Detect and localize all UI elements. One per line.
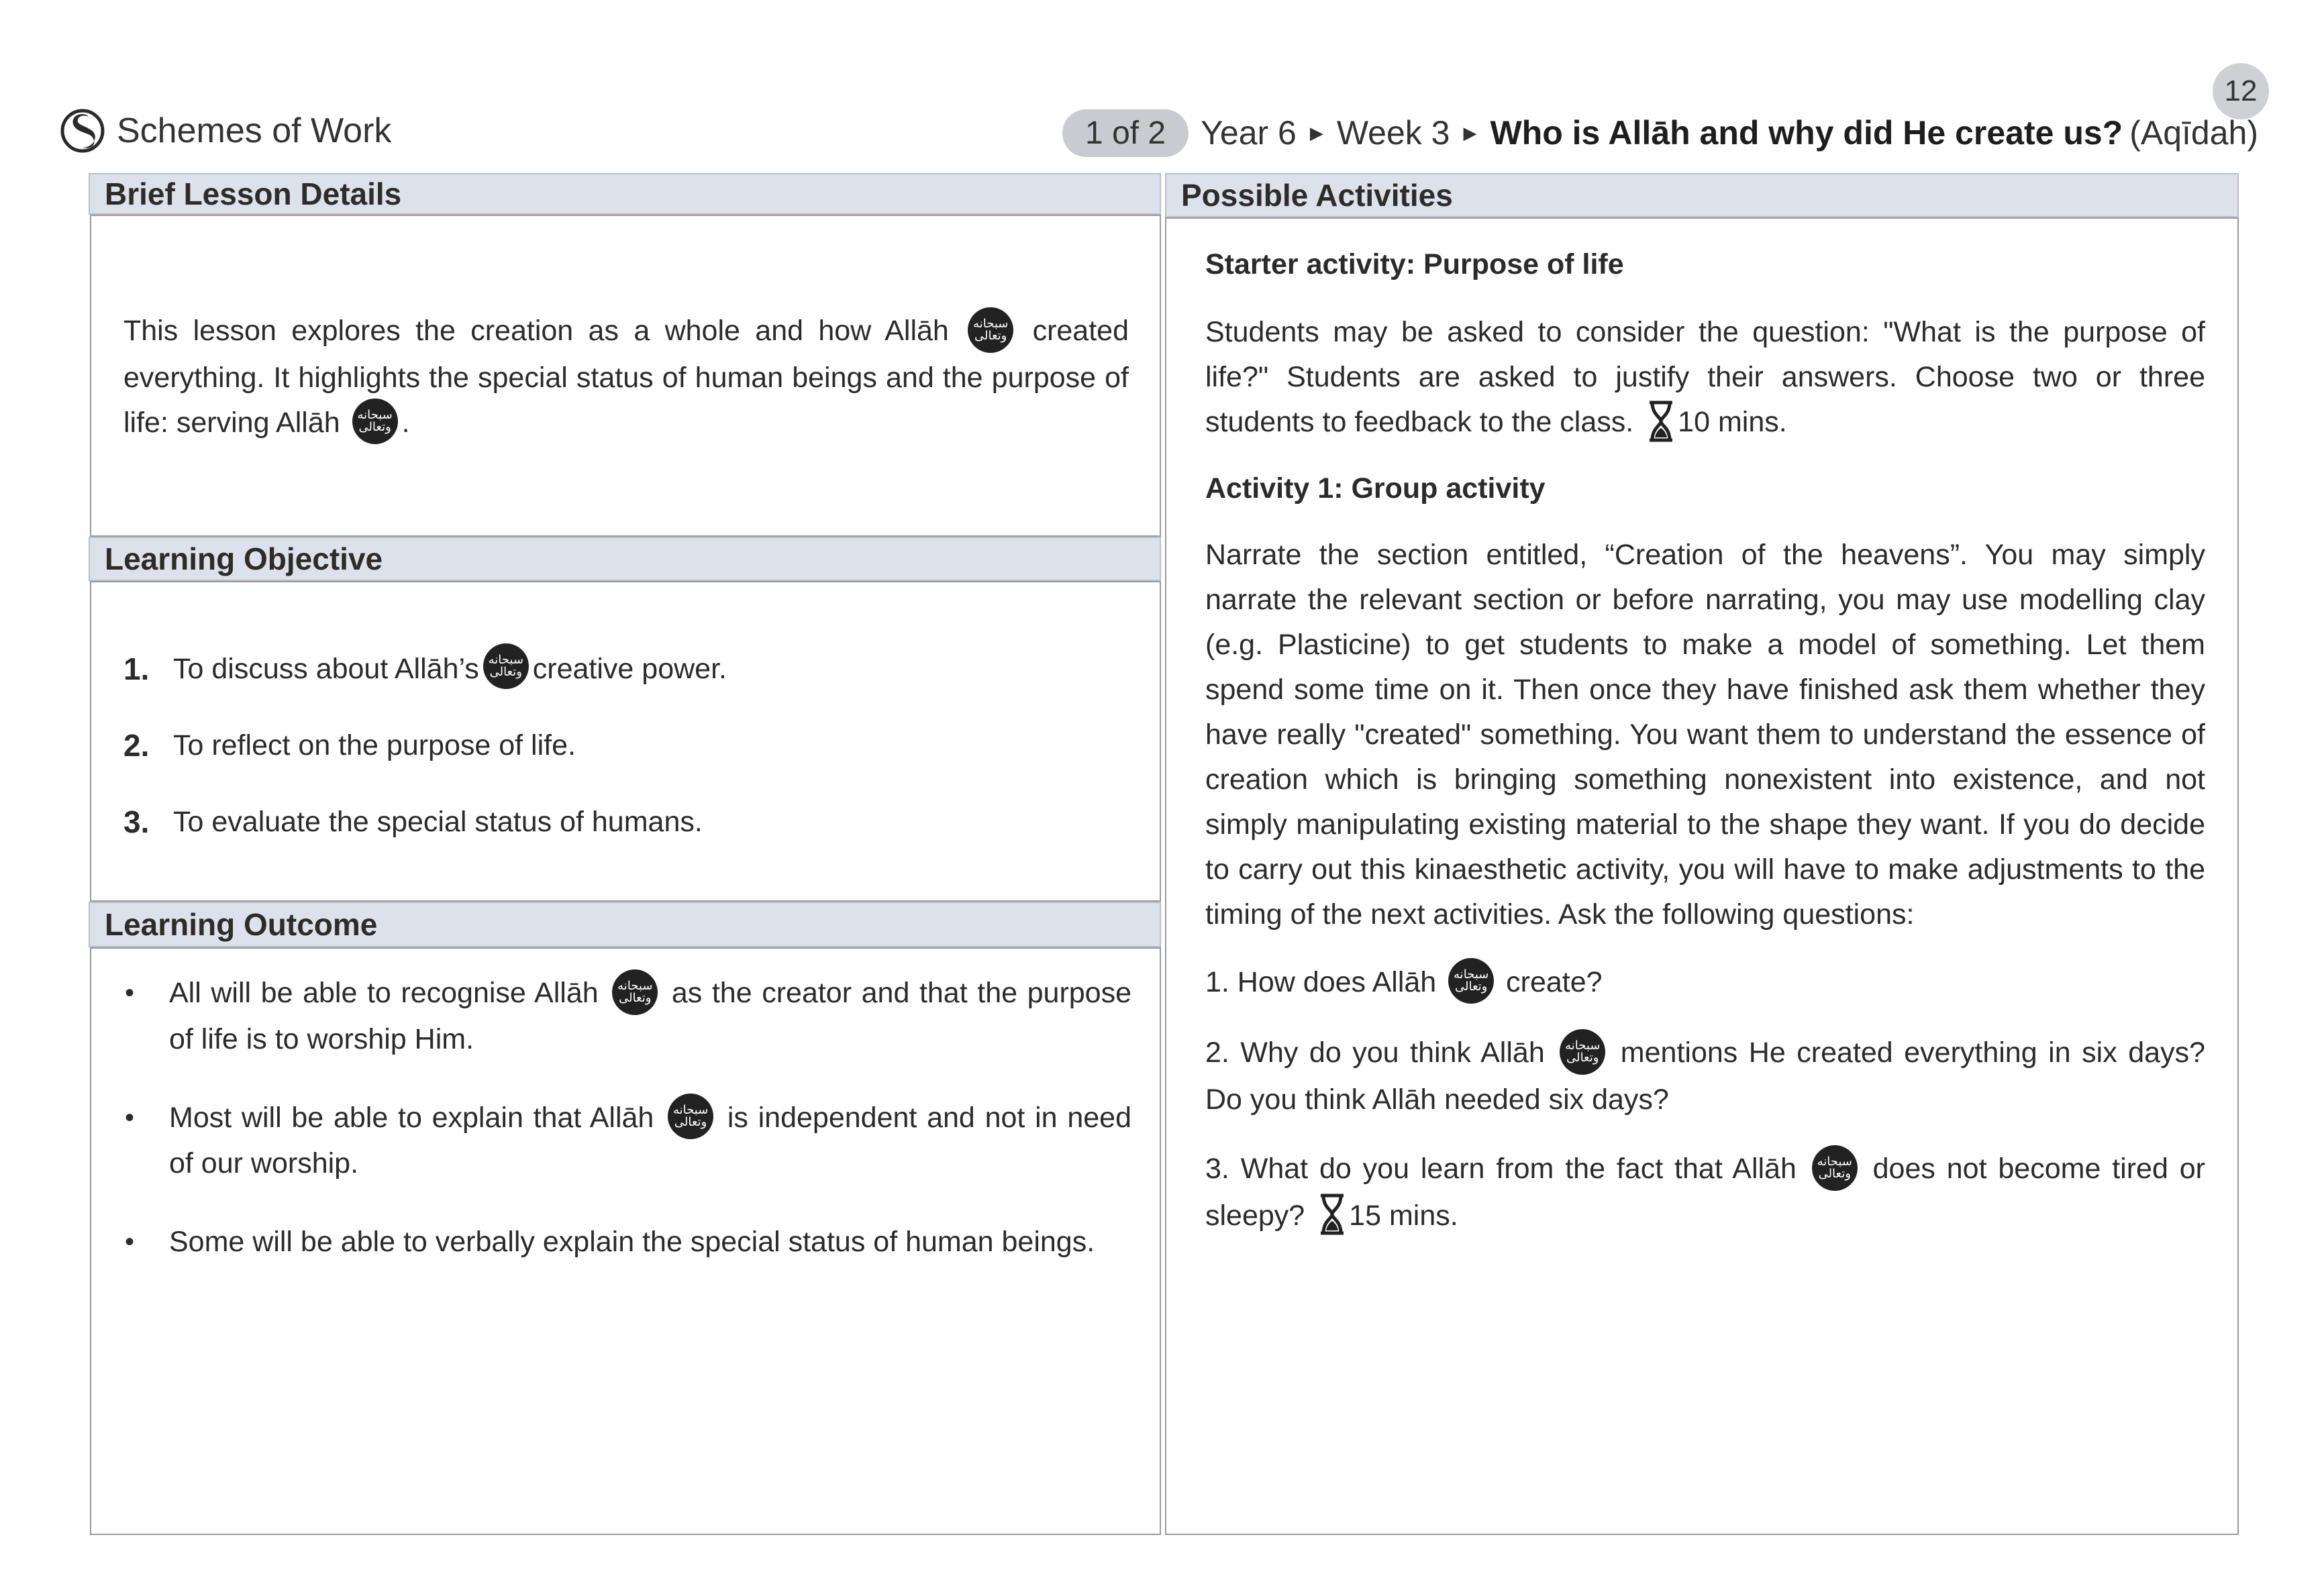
objective-number: 2. bbox=[123, 728, 150, 763]
outcome-text bbox=[169, 971, 1131, 1061]
lesson-topic: Who is Allāh and why did He create us? bbox=[1490, 114, 2123, 152]
question-text: create? bbox=[1506, 965, 1603, 998]
question-text: 3. What do you learn from the fact that Allāh bbox=[1205, 1152, 1797, 1185]
breadcrumb bbox=[1062, 106, 2258, 160]
objective-item bbox=[123, 722, 727, 769]
bullet-icon: • bbox=[125, 978, 135, 1008]
outcome-item bbox=[118, 971, 1131, 1061]
learning-objective-box bbox=[90, 581, 1161, 902]
bullet-icon: • bbox=[125, 1102, 135, 1132]
question-text: 2. Why do you think Allāh bbox=[1205, 1037, 1545, 1069]
question-3 bbox=[1205, 1147, 2205, 1238]
possible-activities-box bbox=[1165, 217, 2239, 1535]
learning-outcome-box bbox=[90, 947, 1161, 1535]
honorific-text: سبحانه وتعالى bbox=[488, 653, 523, 679]
objective-text: To discuss about Allāh’s bbox=[173, 652, 479, 685]
honorific-swt-icon bbox=[483, 643, 529, 689]
part-badge: 1 of 2 bbox=[1062, 109, 1189, 157]
brand bbox=[60, 101, 391, 161]
starter-activity-heading: Starter activity: Purpose of life bbox=[1205, 248, 1624, 280]
outcome-text-part: as the creator and that the purpose of life is to worship Him. bbox=[169, 977, 1132, 1055]
hourglass-icon bbox=[1317, 1193, 1348, 1236]
learning-outcome-heading-text: Learning Outcome bbox=[105, 907, 378, 942]
objective-number: 1. bbox=[123, 651, 150, 686]
honorific-text: سبحانه وتعالى bbox=[672, 1103, 709, 1130]
brief-text-part: created everything. It highlights the special status of human beings and the purpose of life: serving Allāh bbox=[123, 315, 1129, 439]
breadcrumb-arrow-icon: ▶ bbox=[1309, 122, 1323, 143]
possible-activities-heading-text: Possible Activities bbox=[1181, 178, 1453, 213]
brief-text-part: . bbox=[401, 406, 410, 439]
brief-text-part: This lesson explores the creation as a whole and how Allāh bbox=[123, 315, 949, 347]
breadcrumb-arrow-icon: ▶ bbox=[1463, 122, 1477, 143]
honorific-swt-icon bbox=[1560, 1029, 1605, 1075]
breadcrumb-year: Year 6 bbox=[1201, 114, 1297, 152]
objective-number: 3. bbox=[123, 804, 150, 839]
learning-objective-heading bbox=[89, 537, 1161, 581]
outcome-text-part: is independent and not in need of our worship. bbox=[169, 1101, 1131, 1180]
honorific-text: سبحانه وتعالى bbox=[1565, 1038, 1601, 1065]
brief-lesson-text bbox=[123, 309, 1129, 447]
question-text: mentions He created everything in six days? Do you think Allāh needed six days? bbox=[1205, 1037, 2205, 1116]
honorific-text: سبحانه وتعالى bbox=[1817, 1154, 1852, 1181]
learning-objective-heading-text: Learning Objective bbox=[105, 541, 383, 576]
starter-text: Students may be asked to consider the question: "What is the purpose of life?" Students are asked to justify their answers. Choose two or three students to feedback to the class. bbox=[1205, 316, 2205, 438]
activity-1-heading: Activity 1: Group activity bbox=[1205, 472, 1546, 505]
question-2 bbox=[1205, 1030, 2205, 1122]
page-number: 12 bbox=[2213, 63, 2269, 119]
honorific-swt-icon bbox=[1812, 1145, 1858, 1191]
honorific-text: سبحانه وتعالى bbox=[973, 316, 1009, 343]
honorific-text: سبحانه وتعالى bbox=[357, 408, 393, 435]
activity-1-text: Narrate the section entitled, “Creation of the heavens”. You may simply narrate the relevant section or before narrating, you may use modelling clay (e.g. Plasticine) to get students to make a model of something. Let them spend some time on it. Then once they have finished ask them whether they have really "created" something. You want them to understand the essence of creation which is bringing something nonexistent into existence, and not simply manipulating existing material to the shape they want. If you do decide to carry out this kinaesthetic activity, you will have to make adjustments to the timing of the next activities. Ask the following questions: bbox=[1205, 538, 2205, 931]
objective-text: To reflect on the purpose of life. bbox=[173, 729, 576, 761]
question-text: does not become tired or sleepy? bbox=[1205, 1152, 2205, 1232]
brief-lesson-details-box bbox=[90, 215, 1161, 537]
question-text: 1. How does Allāh bbox=[1205, 965, 1437, 998]
starter-activity-text bbox=[1205, 310, 2205, 445]
objective-item bbox=[123, 645, 727, 692]
outcome-text: Some will be able to verbally explain the special status of human beings. bbox=[169, 1226, 1095, 1259]
brief-lesson-details-heading bbox=[89, 173, 1161, 215]
objective-text: creative power. bbox=[532, 652, 727, 685]
outcome-text-part: Most will be able to explain that Allāh bbox=[169, 1101, 654, 1134]
honorific-swt-icon bbox=[968, 307, 1013, 353]
outcome-item bbox=[118, 1220, 1131, 1264]
brand-name: Schemes of Work bbox=[117, 111, 392, 150]
outcome-text bbox=[169, 1096, 1131, 1186]
honorific-swt-icon bbox=[1448, 958, 1494, 1004]
honorific-swt-icon bbox=[352, 399, 398, 444]
lesson-topic-category: (Aqīdah) bbox=[2129, 114, 2258, 152]
honorific-swt-icon bbox=[612, 969, 658, 1015]
learning-outcome-heading bbox=[89, 902, 1161, 947]
possible-activities-heading bbox=[1165, 173, 2239, 217]
brand-logo-icon bbox=[60, 109, 105, 153]
honorific-swt-icon bbox=[668, 1094, 713, 1139]
bullet-icon: • bbox=[125, 1227, 135, 1257]
starter-time: 10 mins. bbox=[1678, 406, 1787, 438]
outcome-item bbox=[118, 1096, 1131, 1186]
hourglass-icon bbox=[1646, 400, 1676, 443]
honorific-text: سبحانه وتعالى bbox=[1454, 967, 1489, 994]
honorific-text: سبحانه وتعالى bbox=[617, 978, 653, 1005]
objective-text: To evaluate the special status of humans. bbox=[173, 805, 703, 838]
brief-lesson-details-heading-text: Brief Lesson Details bbox=[105, 176, 402, 211]
breadcrumb-week: Week 3 bbox=[1336, 114, 1450, 152]
question-3-time: 15 mins. bbox=[1349, 1199, 1458, 1232]
question-1 bbox=[1205, 960, 2205, 1007]
objective-item bbox=[123, 798, 727, 845]
outcome-text-part: All will be able to recognise Allāh bbox=[169, 977, 599, 1009]
